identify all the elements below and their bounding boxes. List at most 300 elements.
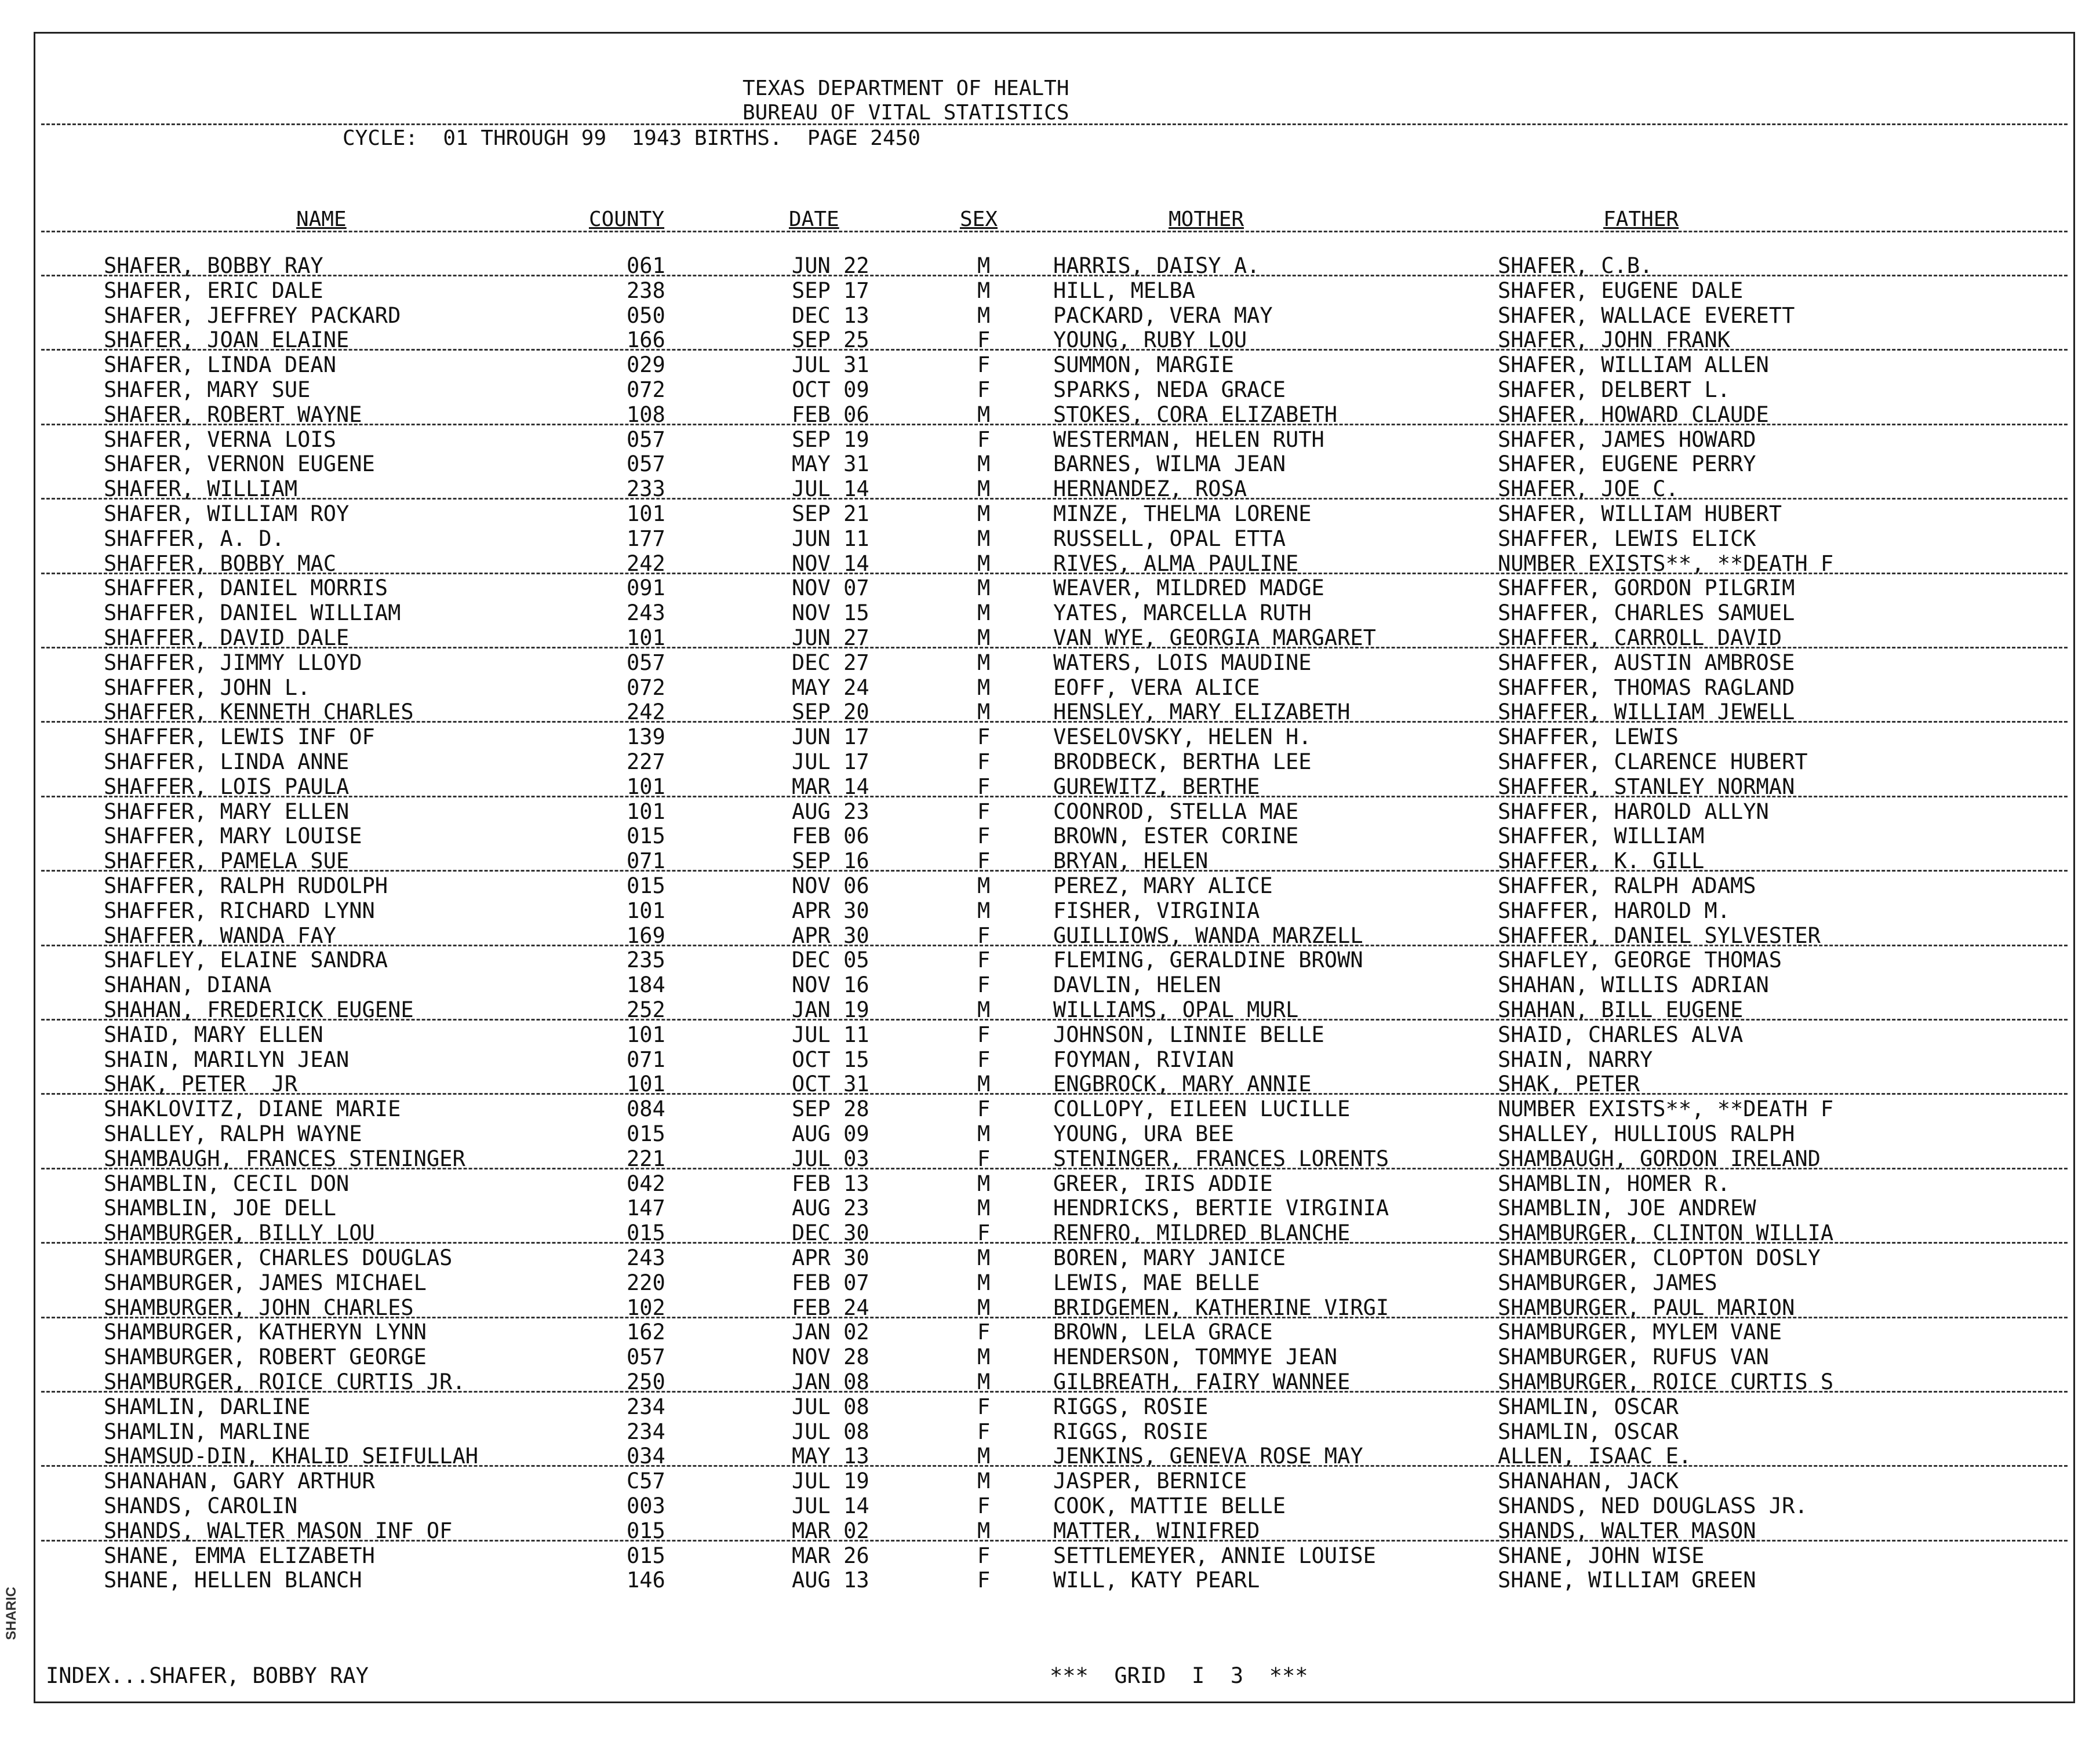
cell-mother: WILL, KATY PEARL — [1053, 1568, 1260, 1593]
table-row — [35, 1271, 2073, 1295]
cell-name: SHAFFER, DANIEL WILLIAM — [104, 600, 401, 626]
document-frame — [34, 32, 2075, 1703]
cell-date: AUG 23 — [792, 1196, 869, 1221]
cell-mother: GREER, IRIS ADDIE — [1053, 1171, 1273, 1196]
table-row — [35, 1568, 2073, 1593]
cell-mother: HENSLEY, MARY ELIZABETH — [1053, 699, 1351, 725]
cell-date: APR 30 — [792, 898, 869, 923]
cell-mother: SETTLEMEYER, ANNIE LOUISE — [1053, 1543, 1376, 1568]
cell-date: NOV 28 — [792, 1345, 869, 1370]
cell-county: 238 — [627, 278, 665, 303]
cell-county: 072 — [627, 377, 665, 402]
row-group-rule — [41, 1093, 2068, 1095]
cell-mother: COLLOPY, EILEEN LUCILLE — [1053, 1096, 1351, 1122]
cell-date: JUL 08 — [792, 1419, 869, 1444]
row-group-rule — [41, 1242, 2068, 1244]
cell-mother: JOHNSON, LINNIE BELLE — [1053, 1022, 1324, 1047]
cell-county: 057 — [627, 427, 665, 452]
cell-sex: M — [977, 253, 991, 278]
cell-father: SHAHAN, BILL EUGENE — [1498, 997, 1744, 1022]
cell-sex: M — [977, 650, 991, 675]
cell-date: JUL 03 — [792, 1146, 869, 1171]
cell-date: SEP 16 — [792, 848, 869, 874]
cell-father: SHAMLIN, OSCAR — [1498, 1419, 1679, 1444]
cell-county: 146 — [627, 1568, 665, 1593]
cell-name: SHAFFER, WANDA FAY — [104, 923, 336, 948]
cell-county: 250 — [627, 1369, 665, 1394]
table-row — [35, 1469, 2073, 1493]
cell-sex: F — [977, 1568, 991, 1593]
cell-sex: F — [977, 352, 991, 378]
table-row — [35, 874, 2073, 898]
cell-father: SHAMBURGER, PAUL MARION — [1498, 1295, 1795, 1320]
cell-date: DEC 27 — [792, 650, 869, 675]
cell-father: SHAFLEY, GEORGE THOMAS — [1498, 948, 1782, 973]
cell-county: 101 — [627, 799, 665, 824]
cell-date: MAY 24 — [792, 675, 869, 700]
cell-name: SHAFER, JEFFREY PACKARD — [104, 303, 401, 328]
cell-father: SHAFFER, AUSTIN AMBROSE — [1498, 650, 1795, 675]
cell-father: SHANE, WILLIAM GREEN — [1498, 1568, 1756, 1593]
cell-date: FEB 06 — [792, 402, 869, 427]
cell-mother: COONROD, STELLA MAE — [1053, 799, 1299, 824]
cell-county: 015 — [627, 1518, 665, 1543]
header-cycle: CYCLE: 01 THROUGH 99 1943 BIRTHS. PAGE 2450 — [343, 126, 920, 150]
cell-father: SHAFER, WALLACE EVERETT — [1498, 303, 1795, 328]
cell-date: AUG 13 — [792, 1568, 869, 1593]
cell-mother: BRODBECK, BERTHA LEE — [1053, 749, 1312, 774]
cell-father: SHAMBAUGH, GORDON IRELAND — [1498, 1146, 1821, 1171]
cell-father: SHANDS, NED DOUGLASS JR. — [1498, 1493, 1808, 1518]
cell-sex: M — [977, 551, 991, 576]
cell-father: SHAMBURGER, JAMES — [1498, 1270, 1717, 1295]
cell-mother: JASPER, BERNICE — [1053, 1469, 1247, 1494]
cell-date: JUN 22 — [792, 253, 869, 278]
cell-mother: BROWN, LELA GRACE — [1053, 1320, 1273, 1345]
row-group-rule — [41, 647, 2068, 648]
cell-name: SHAMLIN, DARLINE — [104, 1394, 311, 1419]
cell-name: SHAMBAUGH, FRANCES STENINGER — [104, 1146, 465, 1171]
cell-county: 057 — [627, 1345, 665, 1370]
cell-county: 015 — [627, 873, 665, 898]
cell-mother: SPARKS, NEDA GRACE — [1053, 377, 1286, 402]
cell-mother: WESTERMAN, HELEN RUTH — [1053, 427, 1324, 452]
cell-sex: M — [977, 575, 991, 601]
cell-sex: F — [977, 972, 991, 998]
column-header-sex: SEX — [960, 207, 998, 231]
cell-county: 057 — [627, 451, 665, 477]
cell-name: SHAFFER, LOIS PAULA — [104, 774, 350, 799]
cell-name: SHAFER, VERNA LOIS — [104, 427, 336, 452]
cell-mother: RIGGS, ROSIE — [1053, 1419, 1209, 1444]
cell-father: SHAFFER, DANIEL SYLVESTER — [1498, 923, 1821, 948]
cell-name: SHAFER, WILLIAM ROY — [104, 501, 350, 526]
cell-county: 234 — [627, 1419, 665, 1444]
cell-name: SHALLEY, RALPH WAYNE — [104, 1121, 362, 1146]
table-row — [35, 800, 2073, 824]
cell-date: JUL 14 — [792, 476, 869, 502]
table-row — [35, 1097, 2073, 1121]
cell-date: JUL 08 — [792, 1394, 869, 1419]
cell-sex: M — [977, 898, 991, 923]
cell-sex: M — [977, 600, 991, 626]
cell-name: SHAHAN, DIANA — [104, 972, 272, 998]
cell-county: 034 — [627, 1444, 665, 1469]
cell-county: 227 — [627, 749, 665, 774]
row-group-rule — [41, 275, 2068, 276]
cell-date: JUN 17 — [792, 724, 869, 750]
cell-name: SHAMBLIN, CECIL DON — [104, 1171, 350, 1196]
cell-name: SHAFFER, KENNETH CHARLES — [104, 699, 414, 725]
cell-mother: RIGGS, ROSIE — [1053, 1394, 1209, 1419]
cell-date: DEC 05 — [792, 948, 869, 973]
cell-county: 057 — [627, 650, 665, 675]
cell-mother: WILLIAMS, OPAL MURL — [1053, 997, 1299, 1022]
cell-mother: MATTER, WINIFRED — [1053, 1518, 1260, 1543]
column-header-date: DATE — [789, 207, 839, 231]
cell-date: JUL 14 — [792, 1493, 869, 1518]
cell-county: 252 — [627, 997, 665, 1022]
cell-county: 243 — [627, 1245, 665, 1270]
cell-father: SHAFER, JOHN FRANK — [1498, 327, 1730, 353]
cell-father: SHAFFER, CHARLES SAMUEL — [1498, 600, 1795, 626]
cell-mother: GUILLIOWS, WANDA MARZELL — [1053, 923, 1363, 948]
cell-county: 102 — [627, 1295, 665, 1320]
cell-date: JUL 31 — [792, 352, 869, 378]
cell-sex: M — [977, 303, 991, 328]
cell-mother: FOYMAN, RIVIAN — [1053, 1047, 1234, 1072]
table-row — [35, 676, 2073, 700]
cell-father: SHAMBURGER, MYLEM VANE — [1498, 1320, 1782, 1345]
cell-sex: F — [977, 427, 991, 452]
cell-sex: F — [977, 749, 991, 774]
cell-sex: F — [977, 1320, 991, 1345]
cell-date: JUN 27 — [792, 625, 869, 650]
cell-sex: M — [977, 625, 991, 650]
cell-date: JUL 17 — [792, 749, 869, 774]
table-row — [35, 1023, 2073, 1047]
cell-name: SHAFFER, PAMELA SUE — [104, 848, 350, 874]
cell-name: SHAMBLIN, JOE DELL — [104, 1196, 336, 1221]
cell-father: SHANE, JOHN WISE — [1498, 1543, 1705, 1568]
cell-father: SHAMBURGER, CLINTON WILLIA — [1498, 1220, 1834, 1246]
cell-mother: BRYAN, HELEN — [1053, 848, 1209, 874]
cell-date: SEP 21 — [792, 501, 869, 526]
cell-father: SHAIN, NARRY — [1498, 1047, 1653, 1072]
cell-sex: F — [977, 1096, 991, 1122]
row-group-rule — [41, 870, 2068, 872]
cell-date: MAR 14 — [792, 774, 869, 799]
cell-sex: M — [977, 451, 991, 477]
cell-name: SHAFFER, JOHN L. — [104, 675, 311, 700]
cell-date: JAN 19 — [792, 997, 869, 1022]
cell-name: SHAFFER, BOBBY MAC — [104, 551, 336, 576]
cell-date: SEP 17 — [792, 278, 869, 303]
cell-name: SHAFER, LINDA DEAN — [104, 352, 336, 378]
cell-mother: RUSSELL, OPAL ETTA — [1053, 526, 1286, 551]
cell-name: SHAFFER, MARY ELLEN — [104, 799, 350, 824]
cell-mother: GUREWITZ, BERTHE — [1053, 774, 1260, 799]
cell-name: SHAFER, ERIC DALE — [104, 278, 323, 303]
cell-date: MAR 26 — [792, 1543, 869, 1568]
cell-father: SHAHAN, WILLIS ADRIAN — [1498, 972, 1769, 998]
cell-name: SHAMBURGER, CHARLES DOUGLAS — [104, 1245, 453, 1270]
cell-date: DEC 30 — [792, 1220, 869, 1246]
cell-county: 101 — [627, 501, 665, 526]
cell-father: SHAFFER, CLARENCE HUBERT — [1498, 749, 1808, 774]
cell-name: SHAFER, MARY SUE — [104, 377, 311, 402]
cell-date: NOV 16 — [792, 972, 869, 998]
table-row — [35, 601, 2073, 625]
cell-sex: M — [977, 526, 991, 551]
cell-father: SHAFFER, HAROLD ALLYN — [1498, 799, 1769, 824]
cell-mother: HENDRICKS, BERTIE VIRGINIA — [1053, 1196, 1389, 1221]
cell-county: 015 — [627, 824, 665, 849]
cell-name: SHAFFER, RICHARD LYNN — [104, 898, 375, 923]
cell-county: 101 — [627, 1022, 665, 1047]
cell-date: NOV 07 — [792, 575, 869, 601]
cell-father: ALLEN, ISAAC E. — [1498, 1444, 1692, 1469]
cell-sex: F — [977, 1493, 991, 1518]
cell-mother: VAN WYE, GEORGIA MARGARET — [1053, 625, 1376, 650]
cell-father: SHANAHAN, JACK — [1498, 1469, 1679, 1494]
cell-county: 061 — [627, 253, 665, 278]
cell-father: SHAFER, WILLIAM ALLEN — [1498, 352, 1769, 378]
cell-county: 139 — [627, 724, 665, 750]
table-row — [35, 1196, 2073, 1220]
cell-county: 221 — [627, 1146, 665, 1171]
row-group-rule — [41, 1391, 2068, 1393]
row-group-rule — [41, 1465, 2068, 1467]
cell-county: 233 — [627, 476, 665, 502]
cell-county: 147 — [627, 1196, 665, 1221]
cell-sex: M — [977, 1245, 991, 1270]
cell-mother: STOKES, CORA ELIZABETH — [1053, 402, 1338, 427]
cell-county: 101 — [627, 898, 665, 923]
cell-father: NUMBER EXISTS**, **DEATH F — [1498, 551, 1834, 576]
table-row — [35, 353, 2073, 377]
cell-date: JUL 19 — [792, 1469, 869, 1494]
cell-sex: M — [977, 1121, 991, 1146]
table-row — [35, 725, 2073, 749]
cell-mother: WEAVER, MILDRED MADGE — [1053, 575, 1324, 601]
row-group-rule — [41, 498, 2068, 500]
cell-mother: BARNES, WILMA JEAN — [1053, 451, 1286, 477]
cell-county: 220 — [627, 1270, 665, 1295]
cell-name: SHANDS, CAROLIN — [104, 1493, 298, 1518]
table-row — [35, 1494, 2073, 1518]
cell-name: SHAFER, WILLIAM — [104, 476, 298, 502]
table-row — [35, 304, 2073, 328]
cell-date: SEP 19 — [792, 427, 869, 452]
cell-county: 162 — [627, 1320, 665, 1345]
cell-date: MAR 02 — [792, 1518, 869, 1543]
cell-sex: F — [977, 1419, 991, 1444]
table-row — [35, 1246, 2073, 1270]
cell-father: SHAFER, JOE C. — [1498, 476, 1679, 502]
cell-sex: M — [977, 997, 991, 1022]
cell-date: OCT 15 — [792, 1047, 869, 1072]
cell-sex: M — [977, 1270, 991, 1295]
cell-father: SHAFER, WILLIAM HUBERT — [1498, 501, 1782, 526]
cell-name: SHANAHAN, GARY ARTHUR — [104, 1469, 375, 1494]
cell-sex: F — [977, 948, 991, 973]
cell-date: FEB 06 — [792, 824, 869, 849]
cell-date: FEB 13 — [792, 1171, 869, 1196]
cell-name: SHAFFER, LINDA ANNE — [104, 749, 350, 774]
cell-mother: DAVLIN, HELEN — [1053, 972, 1221, 998]
cell-sex: M — [977, 873, 991, 898]
table-row — [35, 527, 2073, 551]
cell-mother: BRIDGEMEN, KATHERINE VIRGI — [1053, 1295, 1389, 1320]
cell-county: 084 — [627, 1096, 665, 1122]
cell-sex: F — [977, 1543, 991, 1568]
row-group-rule — [41, 1540, 2068, 1542]
row-group-rule — [41, 1317, 2068, 1318]
cell-name: SHAFLEY, ELAINE SANDRA — [104, 948, 388, 973]
cell-date: JUL 11 — [792, 1022, 869, 1047]
cell-father: SHAFFER, THOMAS RAGLAND — [1498, 675, 1795, 700]
row-group-rule — [41, 573, 2068, 574]
cell-county: 015 — [627, 1543, 665, 1568]
cell-name: SHAFFER, JIMMY LLOYD — [104, 650, 362, 675]
cell-sex: M — [977, 501, 991, 526]
table-row — [35, 1320, 2073, 1345]
cell-name: SHAMBURGER, KATHERYN LYNN — [104, 1320, 427, 1345]
cell-name: SHAKLOVITZ, DIANE MARIE — [104, 1096, 401, 1122]
table-row — [35, 452, 2073, 476]
table-row — [35, 948, 2073, 972]
cell-mother: GILBREATH, FAIRY WANNEE — [1053, 1369, 1351, 1394]
row-group-rule — [41, 721, 2068, 723]
table-row — [35, 899, 2073, 923]
table-row — [35, 1345, 2073, 1369]
cell-mother: STENINGER, FRANCES LORENTS — [1053, 1146, 1389, 1171]
cell-mother: EOFF, VERA ALICE — [1053, 675, 1260, 700]
cell-county: 091 — [627, 575, 665, 601]
cell-mother: MINZE, THELMA LORENE — [1053, 501, 1312, 526]
cell-date: FEB 07 — [792, 1270, 869, 1295]
cell-date: AUG 09 — [792, 1121, 869, 1146]
cell-mother: FISHER, VIRGINIA — [1053, 898, 1260, 923]
cell-name: SHANE, EMMA ELIZABETH — [104, 1543, 375, 1568]
cell-name: SHANDS, WALTER MASON INF OF — [104, 1518, 453, 1543]
cell-name: SHAFFER, LEWIS INF OF — [104, 724, 375, 750]
cell-father: SHANDS, WALTER MASON — [1498, 1518, 1756, 1543]
cell-sex: F — [977, 1220, 991, 1246]
cell-mother: RENFRO, MILDRED BLANCHE — [1053, 1220, 1351, 1246]
cell-county: 235 — [627, 948, 665, 973]
cell-county: 242 — [627, 551, 665, 576]
cell-county: 108 — [627, 402, 665, 427]
table-row — [35, 279, 2073, 303]
side-label: SHARIC — [3, 1586, 19, 1640]
cell-county: 042 — [627, 1171, 665, 1196]
cell-county: 029 — [627, 352, 665, 378]
cell-father: SHAFFER, CARROLL DAVID — [1498, 625, 1782, 650]
cell-mother: VESELOVSKY, HELEN H. — [1053, 724, 1312, 750]
cell-sex: F — [977, 724, 991, 750]
cell-name: SHAK, PETER JR — [104, 1072, 298, 1097]
cell-name: SHAFER, BOBBY RAY — [104, 253, 323, 278]
cell-date: JAN 08 — [792, 1369, 869, 1394]
footer-grid: *** GRID I 3 *** — [1050, 1663, 1308, 1688]
cell-sex: M — [977, 675, 991, 700]
cell-date: NOV 15 — [792, 600, 869, 626]
cell-sex: M — [977, 1444, 991, 1469]
cell-father: SHAFFER, RALPH ADAMS — [1498, 873, 1756, 898]
cell-mother: HERNANDEZ, ROSA — [1053, 476, 1247, 502]
cell-name: SHAFFER, DAVID DALE — [104, 625, 350, 650]
cell-sex: M — [977, 1196, 991, 1221]
row-group-rule — [41, 1168, 2068, 1169]
cell-name: SHAHAN, FREDERICK EUGENE — [104, 997, 414, 1022]
cell-sex: M — [977, 1295, 991, 1320]
cell-county: 101 — [627, 1072, 665, 1097]
cell-father: NUMBER EXISTS**, **DEATH F — [1498, 1096, 1834, 1122]
table-row — [35, 1172, 2073, 1196]
header-rule — [41, 123, 2068, 125]
cell-date: JUN 11 — [792, 526, 869, 551]
table-row — [35, 378, 2073, 402]
cell-father: SHAMBLIN, HOMER R. — [1498, 1171, 1730, 1196]
cell-name: SHAFFER, RALPH RUDOLPH — [104, 873, 388, 898]
cell-name: SHAFFER, DANIEL MORRIS — [104, 575, 388, 601]
cell-father: SHAFER, EUGENE DALE — [1498, 278, 1744, 303]
column-header-rule — [41, 231, 2068, 232]
cell-date: SEP 28 — [792, 1096, 869, 1122]
table-row — [35, 576, 2073, 600]
cell-sex: F — [977, 377, 991, 402]
cell-sex: F — [977, 1394, 991, 1419]
cell-father: SHAFFER, LEWIS ELICK — [1498, 526, 1756, 551]
cell-sex: F — [977, 824, 991, 849]
cell-sex: F — [977, 1047, 991, 1072]
cell-date: OCT 31 — [792, 1072, 869, 1097]
cell-mother: PACKARD, VERA MAY — [1053, 303, 1273, 328]
cell-mother: YOUNG, RUBY LOU — [1053, 327, 1247, 353]
cell-date: SEP 25 — [792, 327, 869, 353]
cell-name: SHAID, MARY ELLEN — [104, 1022, 323, 1047]
cell-date: NOV 06 — [792, 873, 869, 898]
cell-sex: F — [977, 774, 991, 799]
cell-county: 003 — [627, 1493, 665, 1518]
cell-date: APR 30 — [792, 1245, 869, 1270]
cell-county: 243 — [627, 600, 665, 626]
cell-father: SHAMBLIN, JOE ANDREW — [1498, 1196, 1756, 1221]
cell-mother: SUMMON, MARGIE — [1053, 352, 1234, 378]
cell-name: SHAFER, VERNON EUGENE — [104, 451, 375, 477]
cell-mother: FLEMING, GERALDINE BROWN — [1053, 948, 1363, 973]
row-group-rule — [41, 1019, 2068, 1021]
column-header-name: NAME — [296, 207, 347, 231]
cell-father: SHAFFER, WILLIAM JEWELL — [1498, 699, 1795, 725]
cell-mother: JENKINS, GENEVA ROSE MAY — [1053, 1444, 1363, 1469]
cell-sex: F — [977, 1022, 991, 1047]
cell-county: 242 — [627, 699, 665, 725]
cell-county: C57 — [627, 1469, 665, 1494]
table-row — [35, 1395, 2073, 1419]
table-row — [35, 1544, 2073, 1568]
cell-father: SHAFER, JAMES HOWARD — [1498, 427, 1756, 452]
cell-county: 050 — [627, 303, 665, 328]
cell-county: 177 — [627, 526, 665, 551]
cell-date: MAY 31 — [792, 451, 869, 477]
cell-father: SHAFER, EUGENE PERRY — [1498, 451, 1756, 477]
table-row — [35, 428, 2073, 452]
table-row — [35, 973, 2073, 997]
cell-sex: M — [977, 699, 991, 725]
